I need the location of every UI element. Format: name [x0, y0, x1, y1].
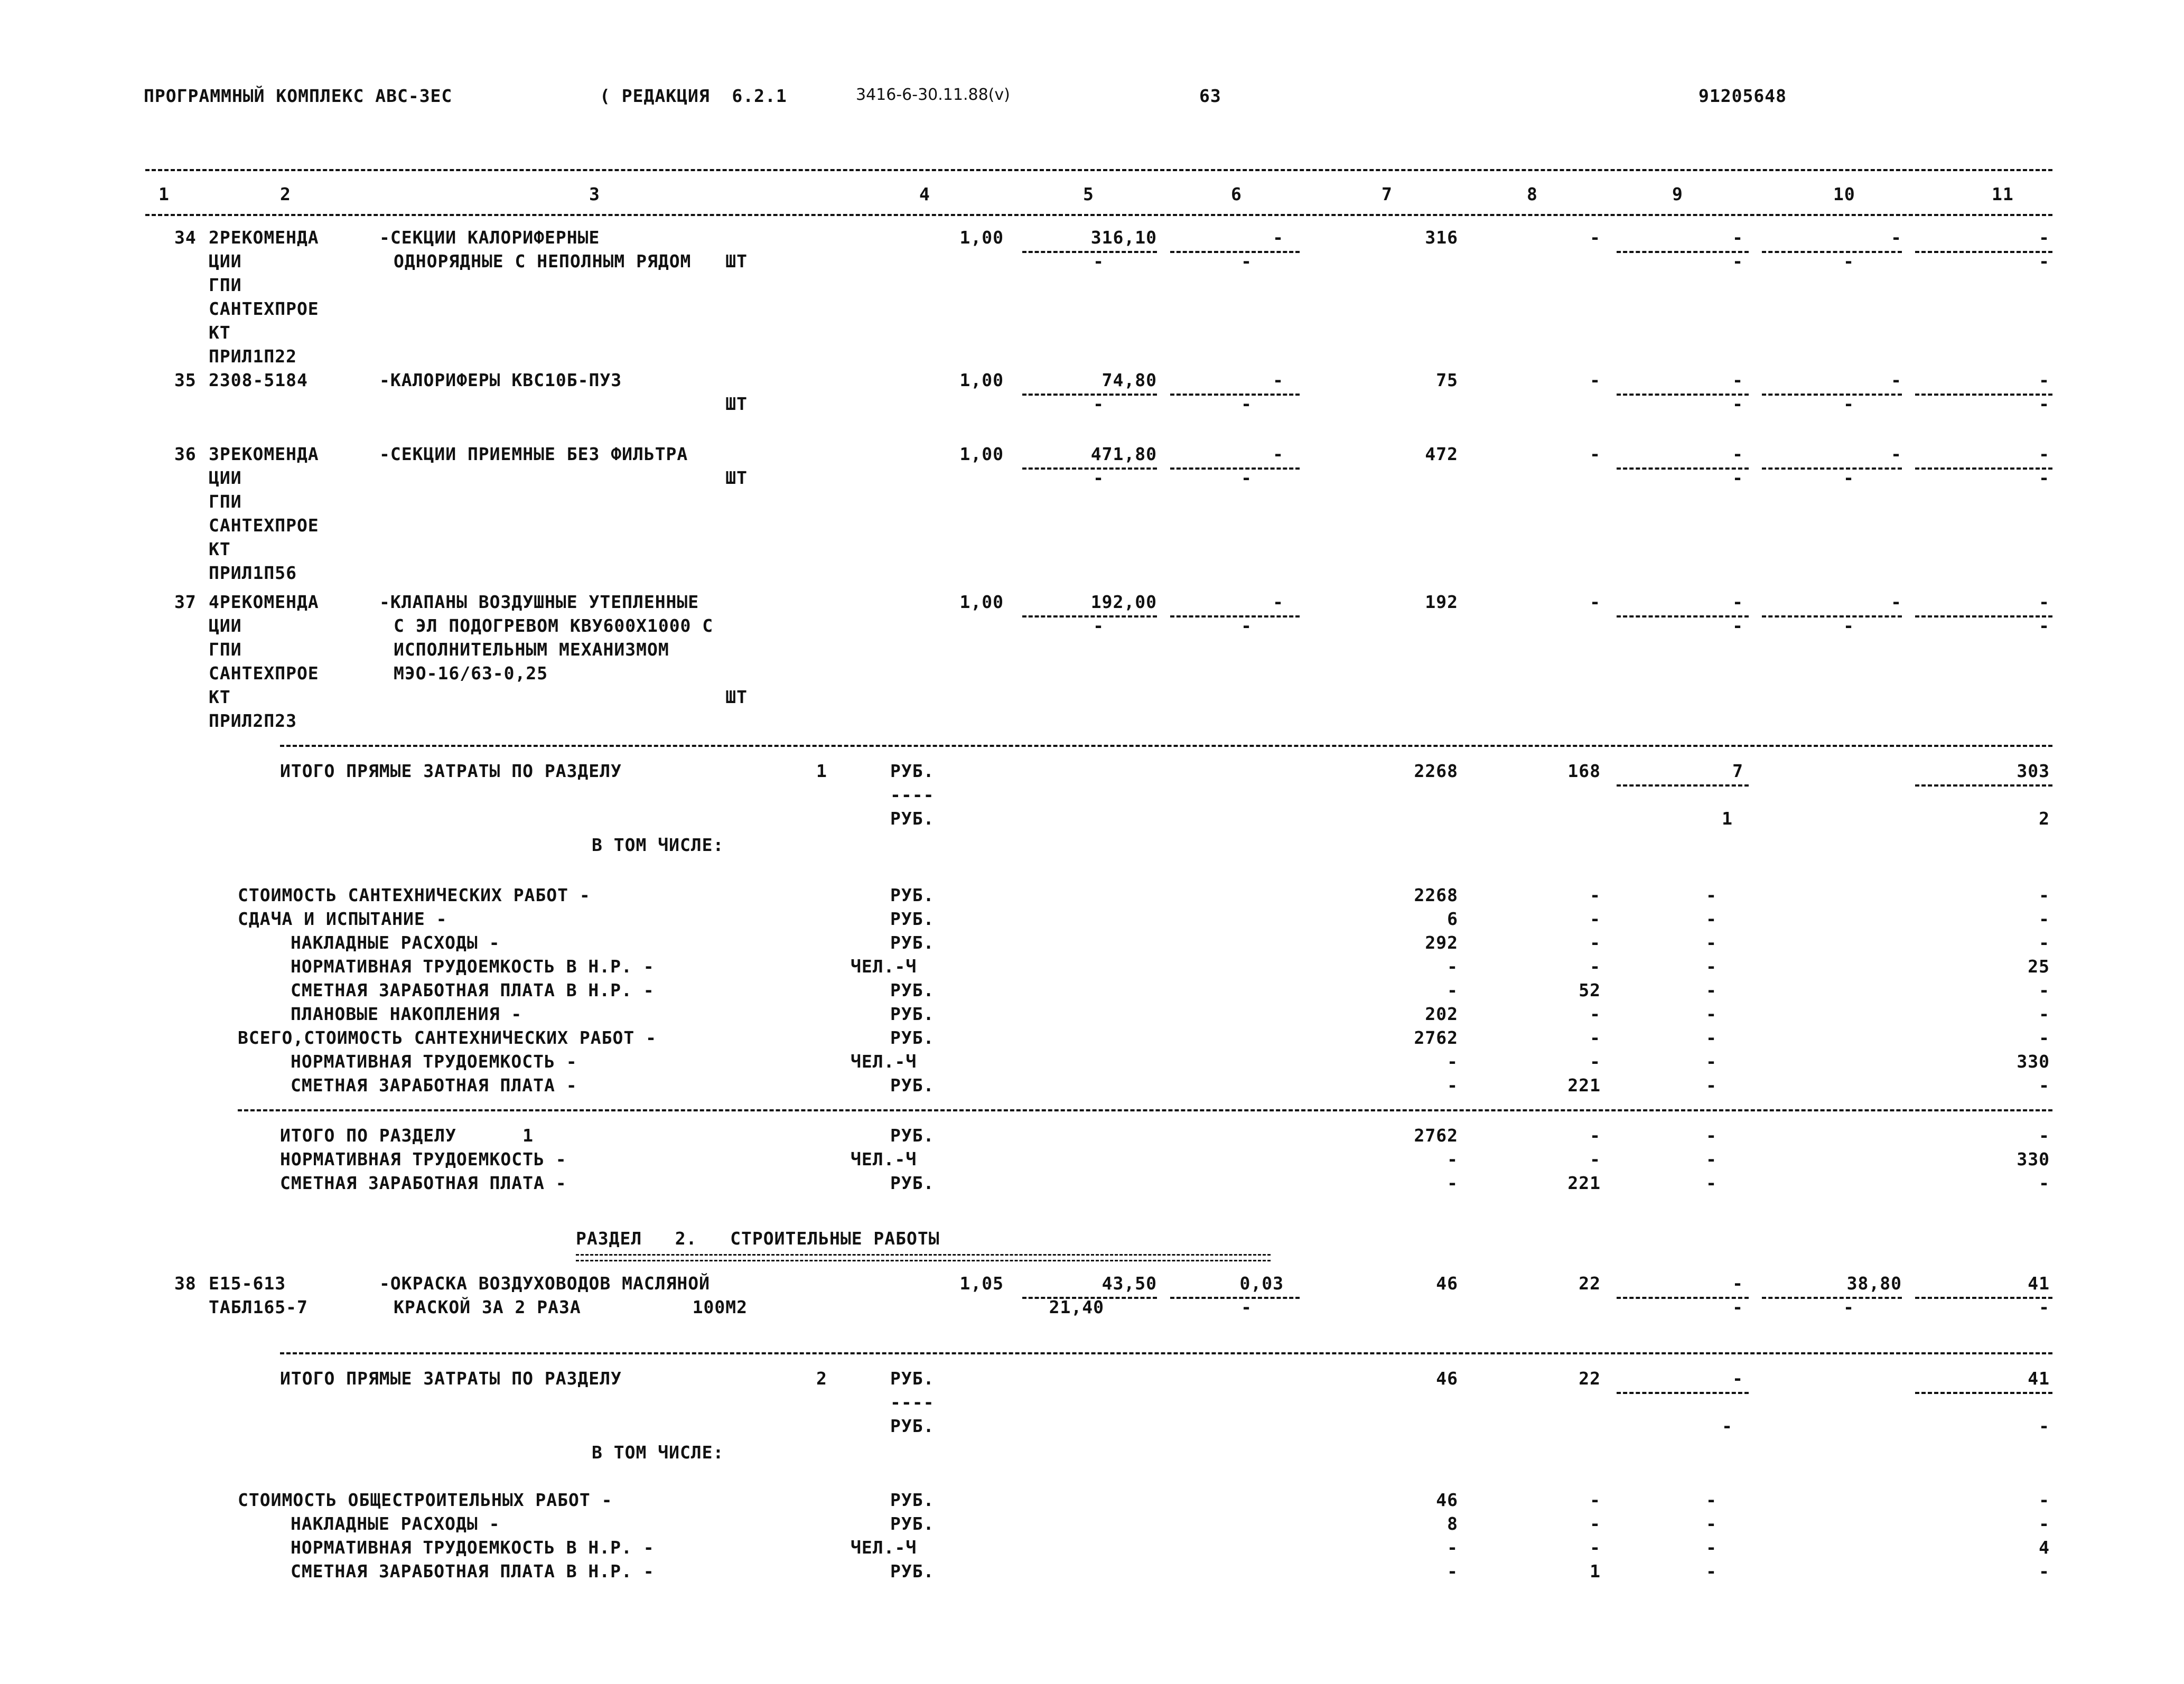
- item-row-36-sub-col9: -: [1732, 467, 1743, 488]
- item-row-35-unit-price: 74,80: [1102, 370, 1157, 390]
- section1-breakdown-row-label: ПЛАНОВЫЕ НАКОПЛЕНИЯ -: [291, 1004, 522, 1024]
- item-row-37-code-line: 4РЕКОМЕНДА: [209, 592, 319, 612]
- section1-breakdown-row-label: НОРМАТИВНАЯ ТРУДОЕМКОСТЬ -: [291, 1051, 577, 1072]
- item-row-37-unit-price: 192,00: [1090, 592, 1157, 612]
- item-row-38-rule-col6: [1170, 1297, 1300, 1299]
- section1-breakdown-row-unit: РУБ.: [890, 1075, 935, 1096]
- item-row-34-description-line: ОДНОРЯДНЫЕ С НЕПОЛНЫМ РЯДОМ: [394, 251, 692, 272]
- section2-items-end-rule: [280, 1352, 2052, 1354]
- item-row-36-unit: ШТ: [725, 467, 748, 488]
- section1-breakdown-row-label: СМЕТНАЯ ЗАРАБОТНАЯ ПЛАТА -: [291, 1075, 577, 1096]
- section2-breakdown-row-col11: -: [2039, 1513, 2050, 1534]
- item-row-36-col7-total: 472: [1425, 444, 1458, 464]
- section2-breakdown-row-unit: РУБ.: [890, 1513, 935, 1534]
- section2-breakdown-row-col7: 8: [1447, 1513, 1458, 1534]
- section1-breakdown-row-col8: -: [1590, 909, 1601, 929]
- section1-total-label: ИТОГО ПО РАЗДЕЛУ 1: [280, 1125, 534, 1146]
- item-row-35-sub-col11: -: [2039, 394, 2050, 414]
- item-row-36-col11: -: [2039, 444, 2050, 464]
- section2-direct-total-unit: РУБ.: [890, 1368, 935, 1389]
- section1-direct-total-col7: 2268: [1414, 761, 1458, 781]
- edition-handwritten-note: 3416-6-30.11.88(v): [856, 86, 1010, 104]
- section2-breakdown-row-col11: -: [2039, 1490, 2050, 1510]
- section1-direct-total-section-number: 1: [816, 761, 827, 781]
- section1-breakdown-row-col11: -: [2039, 932, 2050, 953]
- item-row-36-quantity: 1,00: [959, 444, 1004, 464]
- section1-total-unit: РУБ.: [890, 1173, 935, 1193]
- item-row-38-unit: 100М2: [692, 1297, 748, 1317]
- section1-direct-total-rule-col11: [1915, 784, 2052, 787]
- column-header-9: 9: [1672, 184, 1683, 204]
- item-row-36-rule-col10: [1762, 467, 1902, 470]
- section2-breakdown-row-col8: -: [1590, 1513, 1601, 1534]
- section2-breakdown-row-col8: -: [1590, 1537, 1601, 1558]
- program-title: ПРОГРАММНЫЙ КОМПЛЕКС АВС-3ЕС: [144, 86, 453, 106]
- item-row-36-code-line: 3РЕКОМЕНДА: [209, 444, 319, 464]
- item-row-35-col8: -: [1590, 370, 1601, 390]
- section1-direct-total-col11-sub: 2: [2039, 808, 2050, 829]
- item-row-38-sub-col10: -: [1843, 1297, 1854, 1317]
- section1-breakdown-row-col9: -: [1706, 932, 1717, 953]
- section1-total-col8: -: [1590, 1149, 1601, 1170]
- section1-breakdown-row-label: СТОИМОСТЬ САНТЕХНИЧЕСКИХ РАБОТ -: [238, 885, 591, 905]
- section1-breakdown-row-col9: -: [1706, 1051, 1717, 1072]
- item-row-35-quantity: 1,00: [959, 370, 1004, 390]
- item-row-35-col9: -: [1732, 370, 1743, 390]
- section1-direct-total-col8: 168: [1567, 761, 1601, 781]
- item-row-37-code-line: ЦИИ: [209, 615, 242, 636]
- section1-total-col11: -: [2039, 1125, 2050, 1146]
- item-row-35-col10: -: [1891, 370, 1902, 390]
- section1-breakdown-row-col8: -: [1590, 1027, 1601, 1048]
- item-row-37-code-line: ПРИЛ2П23: [209, 710, 297, 731]
- item-row-34-number: 34: [174, 227, 197, 248]
- item-row-35-col7-total: 75: [1436, 370, 1458, 390]
- column-header-2: 2: [280, 184, 291, 204]
- item-row-37-sub-col6: -: [1241, 615, 1252, 636]
- item-row-35-rule-col10: [1762, 394, 1902, 396]
- section1-breakdown-row-unit: РУБ.: [890, 932, 935, 953]
- item-row-34-col8: -: [1590, 227, 1601, 248]
- item-row-36-code-line: ЦИИ: [209, 467, 242, 488]
- section2-direct-total-col9-sub: -: [1722, 1416, 1733, 1436]
- section1-total-label: НОРМАТИВНАЯ ТРУДОЕМКОСТЬ -: [280, 1149, 567, 1170]
- section1-breakdown-row-label: ВСЕГО,СТОИМОСТЬ САНТЕХНИЧЕСКИХ РАБОТ -: [238, 1027, 657, 1048]
- section1-breakdown-row-col7: -: [1447, 980, 1458, 1000]
- section1-breakdown-row-col8: 221: [1567, 1075, 1601, 1096]
- section2-direct-total-label: ИТОГО ПРЯМЫЕ ЗАТРАТЫ ПО РАЗДЕЛУ: [280, 1368, 622, 1389]
- item-row-36-description-line: -СЕКЦИИ ПРИЕМНЫЕ БЕЗ ФИЛЬТРА: [379, 444, 688, 464]
- section2-breakdown-row-col7: -: [1447, 1561, 1458, 1582]
- section2-direct-total-col8: 22: [1579, 1368, 1601, 1389]
- section1-direct-total-col9-sub: 1: [1722, 808, 1733, 829]
- section2-breakdown-row-col9: -: [1706, 1490, 1717, 1510]
- item-row-37-description-line: -КЛАПАНЫ ВОЗДУШНЫЕ УТЕПЛЕННЫЕ: [379, 592, 699, 612]
- item-row-38-description-line: КРАСКОЙ ЗА 2 РАЗА: [394, 1297, 581, 1317]
- item-row-37-rule-col6: [1170, 615, 1300, 618]
- section2-breakdown-row-col7: 46: [1436, 1490, 1458, 1510]
- section2-direct-total-col11: 41: [2028, 1368, 2050, 1389]
- item-row-34-code-line: 2РЕКОМЕНДА: [209, 227, 319, 248]
- column-header-6: 6: [1231, 184, 1242, 204]
- item-row-37-col11: -: [2039, 592, 2050, 612]
- item-row-37-sub-col10: -: [1843, 615, 1854, 636]
- section1-total-col11: -: [2039, 1173, 2050, 1193]
- item-row-34-sub-col11: -: [2039, 251, 2050, 272]
- item-row-36-col9: -: [1732, 444, 1743, 464]
- section1-total-col7: -: [1447, 1173, 1458, 1193]
- item-row-36-sub-col11: -: [2039, 467, 2050, 488]
- item-row-36-rule-col11: [1915, 467, 2052, 470]
- item-row-37-col9: -: [1732, 592, 1743, 612]
- item-row-37-col10: -: [1891, 592, 1902, 612]
- item-row-38-rule-col10: [1762, 1297, 1902, 1299]
- item-row-37-description-line: ИСПОЛНИТЕЛЬНЫМ МЕХАНИЗМОМ: [394, 639, 669, 660]
- section2-direct-total-section-number: 2: [816, 1368, 827, 1389]
- section1-breakdown-row-col7: 292: [1425, 932, 1458, 953]
- section1-direct-total-col9: 7: [1732, 761, 1743, 781]
- item-row-34-col7-total: 316: [1425, 227, 1458, 248]
- item-row-34-sub-col9: -: [1732, 251, 1743, 272]
- column-header-8: 8: [1527, 184, 1538, 204]
- section1-breakdown-row-col11: -: [2039, 1075, 2050, 1096]
- column-header-4: 4: [919, 184, 930, 204]
- section1-breakdown-row-col11: 25: [2028, 956, 2050, 977]
- section1-breakdown-row-unit: ЧЕЛ.-Ч: [851, 1051, 917, 1072]
- section2-title: РАЗДЕЛ 2. СТРОИТЕЛЬНЫЕ РАБОТЫ: [576, 1228, 940, 1249]
- item-row-36-rule-col6: [1170, 467, 1300, 470]
- section2-direct-total-col9: -: [1732, 1368, 1743, 1389]
- item-row-38-rule-col11: [1915, 1297, 2052, 1299]
- item-row-36-sub-col6: -: [1241, 467, 1252, 488]
- item-row-34-col10: -: [1891, 227, 1902, 248]
- section1-total-col9: -: [1706, 1173, 1717, 1193]
- section2-direct-total-unit-2: РУБ.: [890, 1416, 935, 1436]
- section1-breakdown-row-col9: -: [1706, 980, 1717, 1000]
- section1-total-col8: -: [1590, 1125, 1601, 1146]
- section2-title-underline: [576, 1254, 1271, 1261]
- section2-breakdown-row-unit: РУБ.: [890, 1561, 935, 1582]
- section1-total-col9: -: [1706, 1125, 1717, 1146]
- section2-direct-total-unit-dash: ----: [890, 1392, 935, 1412]
- section1-breakdown-row-col9: -: [1706, 1004, 1717, 1024]
- item-row-37-code-line: САНТЕХПРОЕ: [209, 663, 319, 684]
- item-row-37-description-line: С ЭЛ ПОДОГРЕВОМ КВУ600Х1000 С: [394, 615, 714, 636]
- item-row-36-code-line: КТ: [209, 539, 231, 559]
- item-row-38-description-line: -ОКРАСКА ВОЗДУХОВОДОВ МАСЛЯНОЙ: [379, 1273, 711, 1294]
- section2-breakdown-row-label: СТОИМОСТЬ ОБЩЕСТРОИТЕЛЬНЫХ РАБОТ -: [238, 1490, 613, 1510]
- item-row-34-col6: -: [1273, 227, 1284, 248]
- section1-breakdown-row-col8: 52: [1579, 980, 1601, 1000]
- section1-breakdown-row-col11: -: [2039, 1027, 2050, 1048]
- section2-breakdown-row-unit: РУБ.: [890, 1490, 935, 1510]
- item-row-38-col6: 0,03: [1239, 1273, 1284, 1294]
- item-row-38-number: 38: [174, 1273, 197, 1294]
- item-row-35-rule-col9: [1617, 394, 1749, 396]
- section2-breakdown-row-col9: -: [1706, 1561, 1717, 1582]
- table-top-rule: [145, 169, 2052, 171]
- edition-label: ( РЕДАКЦИЯ 6.2.1: [600, 86, 787, 106]
- section1-breakdown-row-col9: -: [1706, 956, 1717, 977]
- section1-direct-total-col11: 303: [2017, 761, 2050, 781]
- section1-direct-total-unit: РУБ.: [890, 761, 935, 781]
- section2-breakdown-row-col11: 4: [2039, 1537, 2050, 1558]
- section2-breakdown-row-col9: -: [1706, 1513, 1717, 1534]
- section1-breakdown-row-col11: -: [2039, 980, 2050, 1000]
- item-row-35-sub-col5: -: [1093, 394, 1104, 414]
- section1-total-col8: 221: [1567, 1173, 1601, 1193]
- item-row-34-rule-col11: [1915, 251, 2052, 253]
- document-number: 91205648: [1698, 86, 1787, 106]
- section1-total-col11: 330: [2017, 1149, 2050, 1170]
- item-row-34-code-line: САНТЕХПРОЕ: [209, 298, 319, 319]
- section1-breakdown-row-unit: РУБ.: [890, 1004, 935, 1024]
- section1-breakdown-row-col8: -: [1590, 956, 1601, 977]
- item-row-35-rule-col6: [1170, 394, 1300, 396]
- section1-breakdown-row-col11: -: [2039, 885, 2050, 905]
- item-row-34-sub-col5: -: [1093, 251, 1104, 272]
- section2-direct-total-col11-sub: -: [2039, 1416, 2050, 1436]
- section2-breakdown-row-label: НАКЛАДНЫЕ РАСХОДЫ -: [291, 1513, 500, 1534]
- item-row-38-unit-price: 43,50: [1102, 1273, 1157, 1294]
- item-row-38-sub-col5: 21,40: [1049, 1297, 1104, 1317]
- item-row-34-code-line: ГПИ: [209, 275, 242, 295]
- item-row-38-quantity: 1,05: [959, 1273, 1004, 1294]
- item-row-36-unit-price: 471,80: [1090, 444, 1157, 464]
- item-row-36-number: 36: [174, 444, 197, 464]
- item-row-38-sub-col6: -: [1241, 1297, 1252, 1317]
- item-row-37-unit: ШТ: [725, 687, 748, 707]
- item-row-34-rule-col6: [1170, 251, 1300, 253]
- section1-breakdown-row-unit: ЧЕЛ.-Ч: [851, 956, 917, 977]
- item-row-38-code-line: Е15-613: [209, 1273, 286, 1294]
- item-row-35-sub-col6: -: [1241, 394, 1252, 414]
- section2-breakdown-row-label: СМЕТНАЯ ЗАРАБОТНАЯ ПЛАТА В Н.Р. -: [291, 1561, 655, 1582]
- section1-breakdown-row-label: СДАЧА И ИСПЫТАНИЕ -: [238, 909, 447, 929]
- section1-direct-total-rule-col9: [1617, 784, 1749, 787]
- section1-total-unit: ЧЕЛ.-Ч: [851, 1149, 917, 1170]
- section1-breakdown-row-unit: РУБ.: [890, 980, 935, 1000]
- item-row-36-sub-col10: -: [1843, 467, 1854, 488]
- item-row-37-number: 37: [174, 592, 197, 612]
- section1-total-col9: -: [1706, 1149, 1717, 1170]
- item-row-38-sub-col9: -: [1732, 1297, 1743, 1317]
- section1-direct-total-unit-2: РУБ.: [890, 808, 935, 829]
- item-row-34-rule-col9: [1617, 251, 1749, 253]
- column-header-5: 5: [1083, 184, 1094, 204]
- item-row-38-code-line: ТАБЛ165-7: [209, 1297, 308, 1317]
- section1-total-col7: -: [1447, 1149, 1458, 1170]
- section1-including-label: В ТОМ ЧИСЛЕ:: [592, 835, 724, 855]
- item-row-34-col9: -: [1732, 227, 1743, 248]
- item-row-36-col10: -: [1891, 444, 1902, 464]
- section2-breakdown-row-label: НОРМАТИВНАЯ ТРУДОЕМКОСТЬ В Н.Р. -: [291, 1537, 655, 1558]
- section2-including-label: В ТОМ ЧИСЛЕ:: [592, 1442, 724, 1463]
- column-header-3: 3: [589, 184, 600, 204]
- item-row-35-sub-col9: -: [1732, 394, 1743, 414]
- item-row-38-col11: 41: [2028, 1273, 2050, 1294]
- item-row-38-col8: 22: [1579, 1273, 1601, 1294]
- item-row-38-rule-col9: [1617, 1297, 1749, 1299]
- item-row-37-quantity: 1,00: [959, 592, 1004, 612]
- item-row-36-code-line: ГПИ: [209, 491, 242, 512]
- section1-direct-total-label: ИТОГО ПРЯМЫЕ ЗАТРАТЫ ПО РАЗДЕЛУ: [280, 761, 622, 781]
- section1-breakdown-row-unit: РУБ.: [890, 885, 935, 905]
- column-header-1: 1: [158, 184, 170, 204]
- item-row-37-rule-col10: [1762, 615, 1902, 618]
- section1-total-unit: РУБ.: [890, 1125, 935, 1146]
- section1-breakdown-row-col9: -: [1706, 885, 1717, 905]
- item-row-36-code-line: ПРИЛ1П56: [209, 563, 297, 583]
- item-row-34-sub-col10: -: [1843, 251, 1854, 272]
- item-row-37-code-line: КТ: [209, 687, 231, 707]
- section2-breakdown-row-unit: ЧЕЛ.-Ч: [851, 1537, 917, 1558]
- section1-direct-total-unit-dash: ----: [890, 784, 935, 805]
- section2-direct-total-rule-col9: [1617, 1392, 1749, 1394]
- item-row-36-col8: -: [1590, 444, 1601, 464]
- item-row-34-rule-price: [1022, 251, 1157, 253]
- item-row-34-sub-col6: -: [1241, 251, 1252, 272]
- item-row-34-code-line: ЦИИ: [209, 251, 242, 272]
- section1-breakdown-row-label: НОРМАТИВНАЯ ТРУДОЕМКОСТЬ В Н.Р. -: [291, 956, 655, 977]
- item-row-36-rule-price: [1022, 467, 1157, 470]
- section1-breakdown-row-col8: -: [1590, 885, 1601, 905]
- section1-breakdown-row-col7: -: [1447, 1051, 1458, 1072]
- item-row-38-col9: -: [1732, 1273, 1743, 1294]
- item-row-38-col10: 38,80: [1846, 1273, 1902, 1294]
- section1-breakdown-row-label: НАКЛАДНЫЕ РАСХОДЫ -: [291, 932, 500, 953]
- item-row-34-rule-col10: [1762, 251, 1902, 253]
- item-row-34-unit: ШТ: [725, 251, 748, 272]
- section2-breakdown-row-col7: -: [1447, 1537, 1458, 1558]
- section1-breakdown-row-col11: 330: [2017, 1051, 2050, 1072]
- item-row-34-col11: -: [2039, 227, 2050, 248]
- item-row-35-col6: -: [1273, 370, 1284, 390]
- section1-breakdown-row-col7: 6: [1447, 909, 1458, 929]
- column-header-11: 11: [1992, 184, 2014, 204]
- section1-breakdown-row-col8: -: [1590, 1004, 1601, 1024]
- section1-breakdown-row-col11: -: [2039, 1004, 2050, 1024]
- item-row-36-rule-col9: [1617, 467, 1749, 470]
- section1-breakdown-row-col8: -: [1590, 1051, 1601, 1072]
- item-row-37-description-line: МЭО-16/63-0,25: [394, 663, 548, 684]
- item-row-38-col7-total: 46: [1436, 1273, 1458, 1294]
- column-header-7: 7: [1382, 184, 1393, 204]
- item-row-34-quantity: 1,00: [959, 227, 1004, 248]
- item-row-35-col11: -: [2039, 370, 2050, 390]
- section1-breakdown-row-col9: -: [1706, 1075, 1717, 1096]
- section1-breakdown-row-col7: 2762: [1414, 1027, 1458, 1048]
- item-row-36-col6: -: [1273, 444, 1284, 464]
- section1-breakdown-row-col7: -: [1447, 1075, 1458, 1096]
- section1-breakdown-row-col8: -: [1590, 932, 1601, 953]
- section1-breakdown-row-col9: -: [1706, 1027, 1717, 1048]
- item-row-35-rule-col11: [1915, 394, 2052, 396]
- section1-breakdown-end-rule: [238, 1109, 2052, 1111]
- item-row-37-rule-price: [1022, 615, 1157, 618]
- item-row-37-col7-total: 192: [1425, 592, 1458, 612]
- item-row-38-sub-col11: -: [2039, 1297, 2050, 1317]
- table-header-rule: [145, 214, 2052, 216]
- section1-breakdown-row-col9: -: [1706, 909, 1717, 929]
- section2-breakdown-row-col8: 1: [1590, 1561, 1601, 1582]
- section1-breakdown-row-col7: -: [1447, 956, 1458, 977]
- item-row-37-sub-col11: -: [2039, 615, 2050, 636]
- section2-breakdown-row-col8: -: [1590, 1490, 1601, 1510]
- item-row-34-unit-price: 316,10: [1090, 227, 1157, 248]
- section2-breakdown-row-col9: -: [1706, 1537, 1717, 1558]
- item-row-37-sub-col9: -: [1732, 615, 1743, 636]
- section1-breakdown-row-unit: РУБ.: [890, 1027, 935, 1048]
- section1-breakdown-row-col11: -: [2039, 909, 2050, 929]
- section1-total-label: СМЕТНАЯ ЗАРАБОТНАЯ ПЛАТА -: [280, 1173, 567, 1193]
- item-row-36-code-line: САНТЕХПРОЕ: [209, 515, 319, 536]
- item-row-35-number: 35: [174, 370, 197, 390]
- section2-direct-total-rule-col11: [1915, 1392, 2052, 1394]
- item-row-37-rule-col9: [1617, 615, 1749, 618]
- section1-breakdown-row-col7: 202: [1425, 1004, 1458, 1024]
- item-row-37-code-line: ГПИ: [209, 639, 242, 660]
- section1-breakdown-row-unit: РУБ.: [890, 909, 935, 929]
- item-row-35-description-line: -КАЛОРИФЕРЫ КВС10Б-ПУЗ: [379, 370, 622, 390]
- page-number: 63: [1199, 86, 1221, 106]
- column-header-10: 10: [1833, 184, 1855, 204]
- item-row-36-sub-col5: -: [1093, 467, 1104, 488]
- section2-direct-total-col7: 46: [1436, 1368, 1458, 1389]
- item-row-35-unit: ШТ: [725, 394, 748, 414]
- section1-breakdown-row-label: СМЕТНАЯ ЗАРАБОТНАЯ ПЛАТА В Н.Р. -: [291, 980, 655, 1000]
- item-row-37-col8: -: [1590, 592, 1601, 612]
- section1-total-col7: 2762: [1414, 1125, 1458, 1146]
- item-row-34-description-line: -СЕКЦИИ КАЛОРИФЕРНЫЕ: [379, 227, 600, 248]
- item-row-37-col6: -: [1273, 592, 1284, 612]
- item-row-34-code-line: ПРИЛ1П22: [209, 346, 297, 367]
- item-row-34-code-line: КТ: [209, 322, 231, 343]
- section1-breakdown-row-col7: 2268: [1414, 885, 1458, 905]
- item-row-37-sub-col5: -: [1093, 615, 1104, 636]
- section1-items-end-rule: [280, 745, 2052, 747]
- item-row-35-sub-col10: -: [1843, 394, 1854, 414]
- item-row-35-code-line: 2308-5184: [209, 370, 308, 390]
- item-row-35-rule-price: [1022, 394, 1157, 396]
- item-row-37-rule-col11: [1915, 615, 2052, 618]
- section2-breakdown-row-col11: -: [2039, 1561, 2050, 1582]
